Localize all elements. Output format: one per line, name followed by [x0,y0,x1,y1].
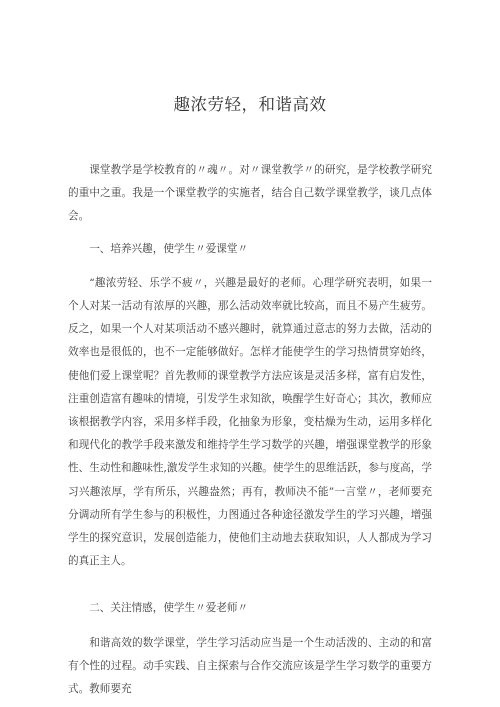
section-2-heading: 二、关注情感，使学生〃爱老师〃 [89,602,249,615]
section-1-heading: 一、培养兴趣，使学生〃爱课堂〃 [89,242,249,255]
intro-paragraph: 课堂教学是学校教育的〃魂〃。对〃课堂教学〃的研究，是学校教学研究的重中之重。我是一个课堂教学的实施者，结合自己数学课堂教学，谈几点体会。 [68,164,432,223]
section-1-body: “趣浓劳轻、乐学不疲〃，兴趣是最好的老师。心理学研究表明，如果一个人对某一活动有浓厚的兴趣，那么活动效率就比较高，而且不易产生疲劳。反之，如果一个人对某项活动不感兴趣时，就算通过意志的努力去做，活动的效率也是很低的，也不一定能够做好。怎样才能使学生的学习热情贯穿始终，使他们爱上课堂呢？首先教师的课堂教学方法应该是灵活多样，富有启发性，注重创造富有趣味的情境，引发学生求知欲，唤醒学生好奇心；其次，教师应该根据教学内容，采用多样手段，化抽象为形象，变枯燥为生动，运用多样化和现代化的教学手段来激发和维持学生学习数学的兴趣，增强课堂教学的形象性、生动性和趣味性,激发学生求知的兴趣。使学生的思维活跃，参与度高，学习兴趣浓厚，学有所乐，兴趣盎然；再有，教师决不能”一言堂〃，老师要充分调动所有学生参与的积极性，力图通过各种途径激发学生的学习兴趣，增强学生的探究意识，发展创造能力，使他们主动地去获取知识，人人都成为学习的真正主人。 [68,276,432,568]
section-2-body: 和谐高效的数学课堂，学生学习活动应当是一个生动活泼的、主动的和富有个性的过程。动手实践、自主探索与合作交流应该是学生学习数学的重要方式。教师要充 [68,636,432,696]
document-title: 趣浓劳轻，和谐高效 [173,95,327,114]
